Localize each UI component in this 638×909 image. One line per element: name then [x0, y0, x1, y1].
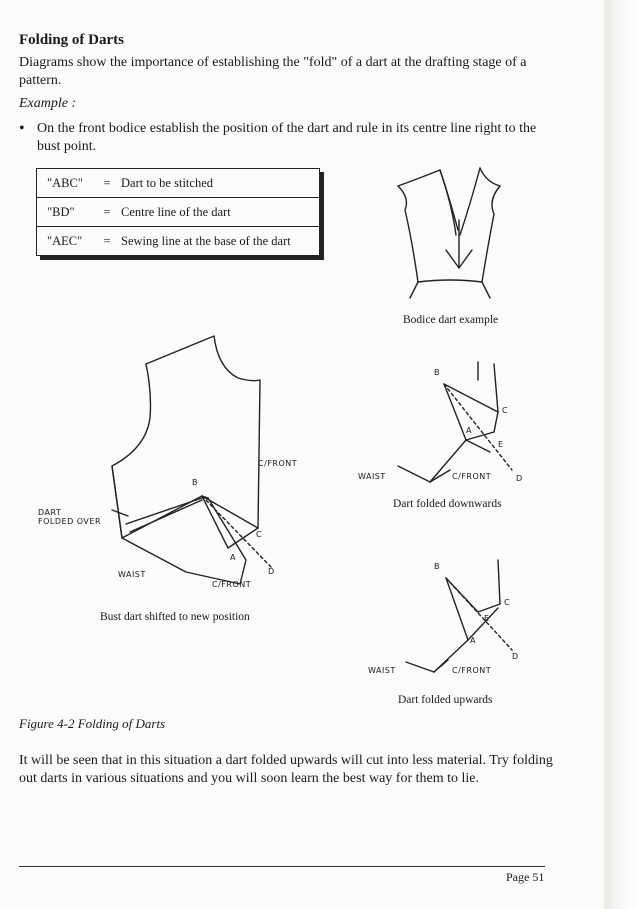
- legend-row: [37, 169, 319, 198]
- intro-paragraph: Diagrams show the importance of establishing the "fold" of a dart at the drafting stage of a pattern.: [19, 55, 527, 88]
- legend-equals: =: [103, 175, 111, 190]
- label-b: B: [434, 562, 440, 571]
- label-e: E: [498, 440, 504, 449]
- legend-description: Dart to be stitched: [121, 175, 213, 190]
- legend-key: "AEC": [47, 233, 83, 248]
- caption-dart-down: Dart folded downwards: [393, 498, 502, 510]
- caption-bodice-example: Bodice dart example: [403, 314, 499, 326]
- caption-bust-shift: Bust dart shifted to new position: [100, 611, 250, 623]
- dart-legend-table: [36, 168, 320, 256]
- label-waist: WAIST: [368, 666, 396, 675]
- legend-equals: =: [103, 204, 111, 219]
- label-dart: DART: [38, 508, 62, 517]
- label-waist: WAIST: [358, 472, 386, 481]
- bullet-text: On the front bodice establish the position of the dart and rule in its centre line right to the bust point.: [37, 121, 537, 154]
- label-c-front: C/FRONT: [258, 459, 298, 468]
- legend-row: [37, 227, 319, 255]
- label-a: A: [466, 426, 472, 435]
- label-d: D: [268, 567, 275, 576]
- label-b: B: [192, 478, 198, 487]
- label-d: D: [516, 474, 523, 483]
- label-b: B: [434, 368, 440, 377]
- label-d: D: [512, 652, 519, 661]
- label-c-front: C/FRONT: [452, 666, 492, 675]
- legend-key: "ABC": [47, 175, 83, 190]
- example-label: Example :: [19, 96, 77, 111]
- label-c: C: [504, 598, 511, 607]
- label-c: C: [502, 406, 509, 415]
- label-c-front: C/FRONT: [452, 472, 492, 481]
- figure-caption: Figure 4-2 Folding of Darts: [19, 716, 166, 731]
- legend-description: Sewing line at the base of the dart: [121, 233, 291, 248]
- label-a: A: [470, 636, 476, 645]
- section-heading: Folding of Darts: [19, 32, 124, 48]
- legend-key: "BD": [47, 204, 75, 219]
- caption-dart-up: Dart folded upwards: [398, 694, 493, 706]
- label-a: A: [230, 553, 236, 562]
- label-e: E: [484, 614, 490, 623]
- legend-equals: =: [103, 233, 111, 248]
- bullet-symbol: •: [19, 120, 25, 137]
- label-c: C: [256, 530, 263, 539]
- footer-rule: [19, 866, 545, 867]
- page-number: Page 51: [506, 870, 545, 884]
- legend-row: [37, 198, 319, 227]
- page-edge-shadow: [604, 0, 638, 909]
- legend-description: Centre line of the dart: [121, 204, 231, 219]
- label-folded-over: FOLDED OVER: [38, 517, 102, 526]
- conclusion-paragraph: It will be seen that in this situation a dart folded upwards will cut into less material. Try folding out darts in various situations and you will soon learn the best way for them to lie.: [19, 753, 553, 786]
- label-waist: WAIST: [118, 570, 146, 579]
- label-c-front: C/FRONT: [212, 580, 252, 589]
